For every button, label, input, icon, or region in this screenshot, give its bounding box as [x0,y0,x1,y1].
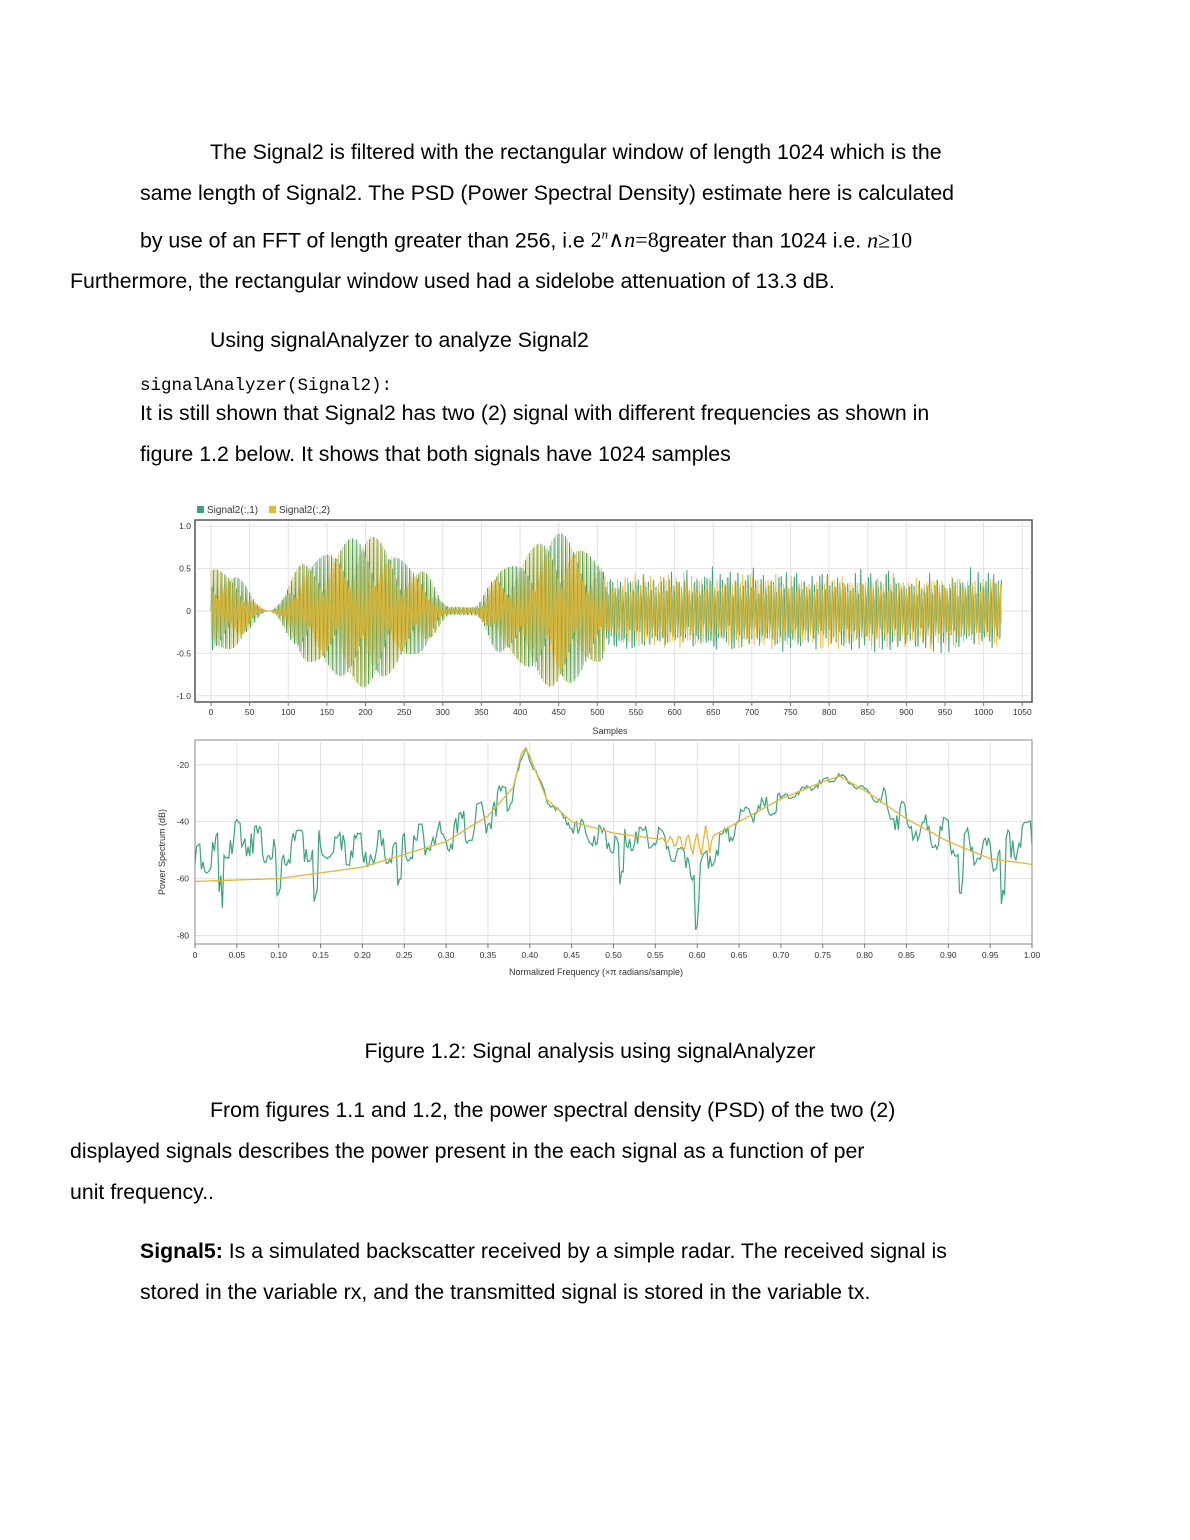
time-ytick-label: 0.5 [179,563,191,574]
para4-line3: unit frequency.. [70,1180,215,1205]
time-xtick-label: 200 [358,707,373,718]
time-ytick-label: -0.5 [176,648,191,659]
spectrum-xtick-label: 0.30 [437,950,455,961]
time-xtick-label: 150 [319,707,334,718]
spectrum-xtick-label: 0.40 [521,950,539,961]
spectrum-xtick-label: 0.75 [814,950,832,961]
spectrum-xtick-label: 1.00 [1023,950,1040,961]
time-xtick-label: 100 [281,707,296,718]
para3-line2: figure 1.2 below. It shows that both signals have 1024 samples [140,442,731,467]
time-xtick-label: 750 [783,707,798,718]
time-xtick-label: 900 [899,707,914,718]
spectrum-ytick-label: -40 [176,816,189,827]
legend-label-signal1: Signal2(:,1) [207,505,259,517]
math2-rest: ≥10 [878,227,913,253]
math1-exp: n [601,227,609,242]
time-ytick-label: 0 [186,606,191,617]
time-xtick-label: 300 [435,707,450,718]
time-xtick-label: 1050 [1012,707,1032,718]
paragraph-signal5 [140,1231,1040,1313]
math-expression-1 [591,227,659,252]
legend-swatch-signal2 [269,506,276,513]
math2-n: n [867,227,879,253]
legend-label-signal2: Signal2(:,2) [279,505,331,517]
spectrum-xtick-label: 0.65 [730,950,748,961]
spectrum-xtick-label: 0.60 [688,950,706,961]
para4-line1: From figures 1.1 and 1.2, the power spectral density (PSD) of the two (2) [210,1098,896,1123]
time-plot-xlabel: Samples [592,726,628,737]
paragraph-signal-analyzer-heading: Using signalAnalyzer to analyze Signal2 [210,328,589,353]
para1-line3b: greater than 1024 i.e. [658,228,868,253]
para1-line1: The Signal2 is filtered with the rectangular window of length 1024 which is the [210,140,942,164]
time-xtick-label: 600 [667,707,682,718]
para1-line2: same length of Signal2. The PSD (Power Spectral Density) estimate here is calculated [140,181,955,205]
math1-op: ∧ [608,227,625,253]
spectrum-ytick-label: -80 [176,930,189,941]
spectrum-xtick-label: 0.80 [856,950,873,961]
time-xtick-label: 50 [244,707,255,718]
time-xtick-label: 650 [706,707,721,718]
paragraph-psd-description [70,1090,1040,1213]
figure-signal-analyzer [140,497,1040,1007]
time-ytick-label: 1.0 [179,521,191,532]
time-xtick-label: 350 [474,707,489,718]
para1-line3a: by use of an FFT of length greater than 256, i.e [140,228,591,253]
spectrum-xtick-label: 0.10 [270,950,287,961]
time-ytick-label: -1.0 [176,691,191,702]
spectrum-xtick-label: 0 [192,950,198,961]
signal5-label: Signal5: [140,1239,223,1264]
time-xtick-label: 700 [744,707,759,718]
time-xtick-label: 1000 [974,707,994,718]
spectrum-xtick-label: 0.35 [479,950,497,961]
spectrum-xtick-label: 0.90 [940,950,957,961]
time-xtick-label: 850 [860,707,875,718]
time-xtick-label: 800 [822,707,837,718]
spectrum-xtick-label: 0.85 [898,950,915,961]
signal-analyzer-figure [140,497,1040,1007]
para5-line2: stored in the variable rx, and the transmitted signal is stored in the variable tx. [140,1280,871,1305]
spectrum-xtick-label: 0.15 [312,950,329,961]
spectrum-ytick-label: -20 [176,760,189,771]
code-line: signalAnalyzer(Signal2): [140,376,393,397]
time-xtick-label: 450 [551,707,566,718]
spectrum-xtick-label: 0.25 [395,950,413,961]
spectrum-xtick-label: 0.50 [605,950,622,961]
spectrum-xtick-label: 0.70 [772,950,790,961]
time-xtick-label: 550 [628,707,644,718]
spectrum-xtick-label: 0.20 [354,950,371,961]
document-page [70,132,1040,1313]
time-xtick-label: 400 [512,707,528,718]
spectrum-ytick-label: -60 [176,873,189,884]
time-xtick-label: 250 [397,707,412,718]
math1-val: =8 [635,227,659,253]
legend-swatch-signal1 [197,506,204,513]
math-expression-2 [867,227,912,252]
spectrum-xtick-label: 0.55 [647,950,664,961]
spectrum-plot-ylabel: Power Spectrum (dB) [157,809,167,896]
spectrum-plot-ticks [177,760,1040,960]
time-xtick-label: 0 [208,707,214,718]
spectrum-plot-xlabel: Normalized Frequency (×π radians/sample) [508,967,684,978]
para4-line2: displayed signals describes the power present in the each signal as a function of per [70,1139,865,1164]
paragraph-two-signals [140,393,1040,475]
spectrum-xtick-label: 0.95 [981,950,999,961]
math1-base: 2 [590,227,602,253]
math1-n: n [624,227,636,253]
time-xtick-label: 950 [937,707,953,718]
time-xtick-label: 500 [590,707,605,718]
para3-line1: It is still shown that Signal2 has two (2) signal with different frequencies as shown in [140,401,930,426]
spectrum-xtick-label: 0.45 [563,950,580,961]
paragraph-psd-intro [70,132,1040,302]
figure-caption: Figure 1.2: Signal analysis using signalAnalyzer [364,1039,816,1064]
spectrum-xtick-label: 0.05 [228,950,246,961]
para1-line4: Furthermore, the rectangular window used had a sidelobe attenuation of 13.3 dB. [70,269,835,294]
time-series-signal2 [211,533,1001,687]
para5-line1: Is a simulated backscatter received by a simple radar. The received signal is [222,1239,947,1264]
time-plot-data [211,533,1001,687]
